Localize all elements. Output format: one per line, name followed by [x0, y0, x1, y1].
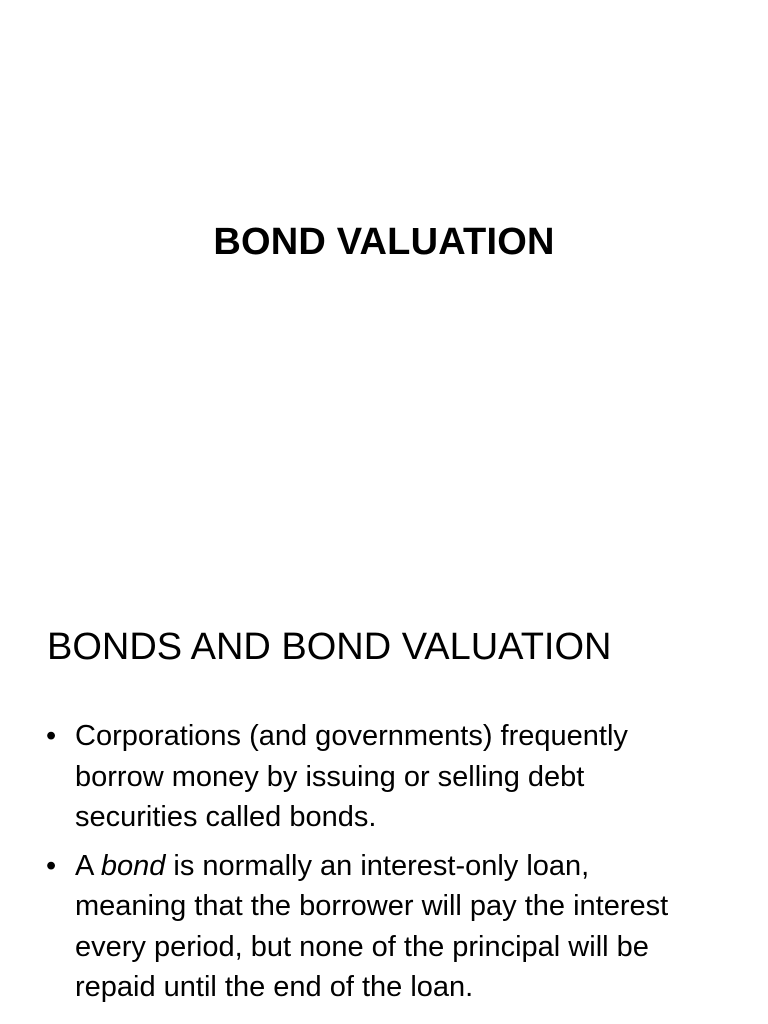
bullet-list: [46, 716, 706, 1016]
bullet-text-after: is normally an interest-only loan, meaning that the borrower will pay the interest every period, but none of the principal will be repaid until the end of the loan.: [75, 849, 669, 1003]
bullet-icon: •: [46, 720, 57, 752]
section-heading: BONDS AND BOND VALUATION: [47, 626, 612, 668]
bullet-icon: •: [46, 849, 57, 882]
bullet-item: [46, 846, 706, 1008]
slide-title: BOND VALUATION: [213, 221, 555, 263]
bullet-emphasis: bond: [100, 849, 166, 882]
bullet-item: [46, 716, 706, 838]
bullet-text-before: A: [75, 849, 101, 882]
bullet-text: Corporations (and governments) frequently borrow money by issuing or selling debt securities called bonds.: [75, 720, 628, 833]
